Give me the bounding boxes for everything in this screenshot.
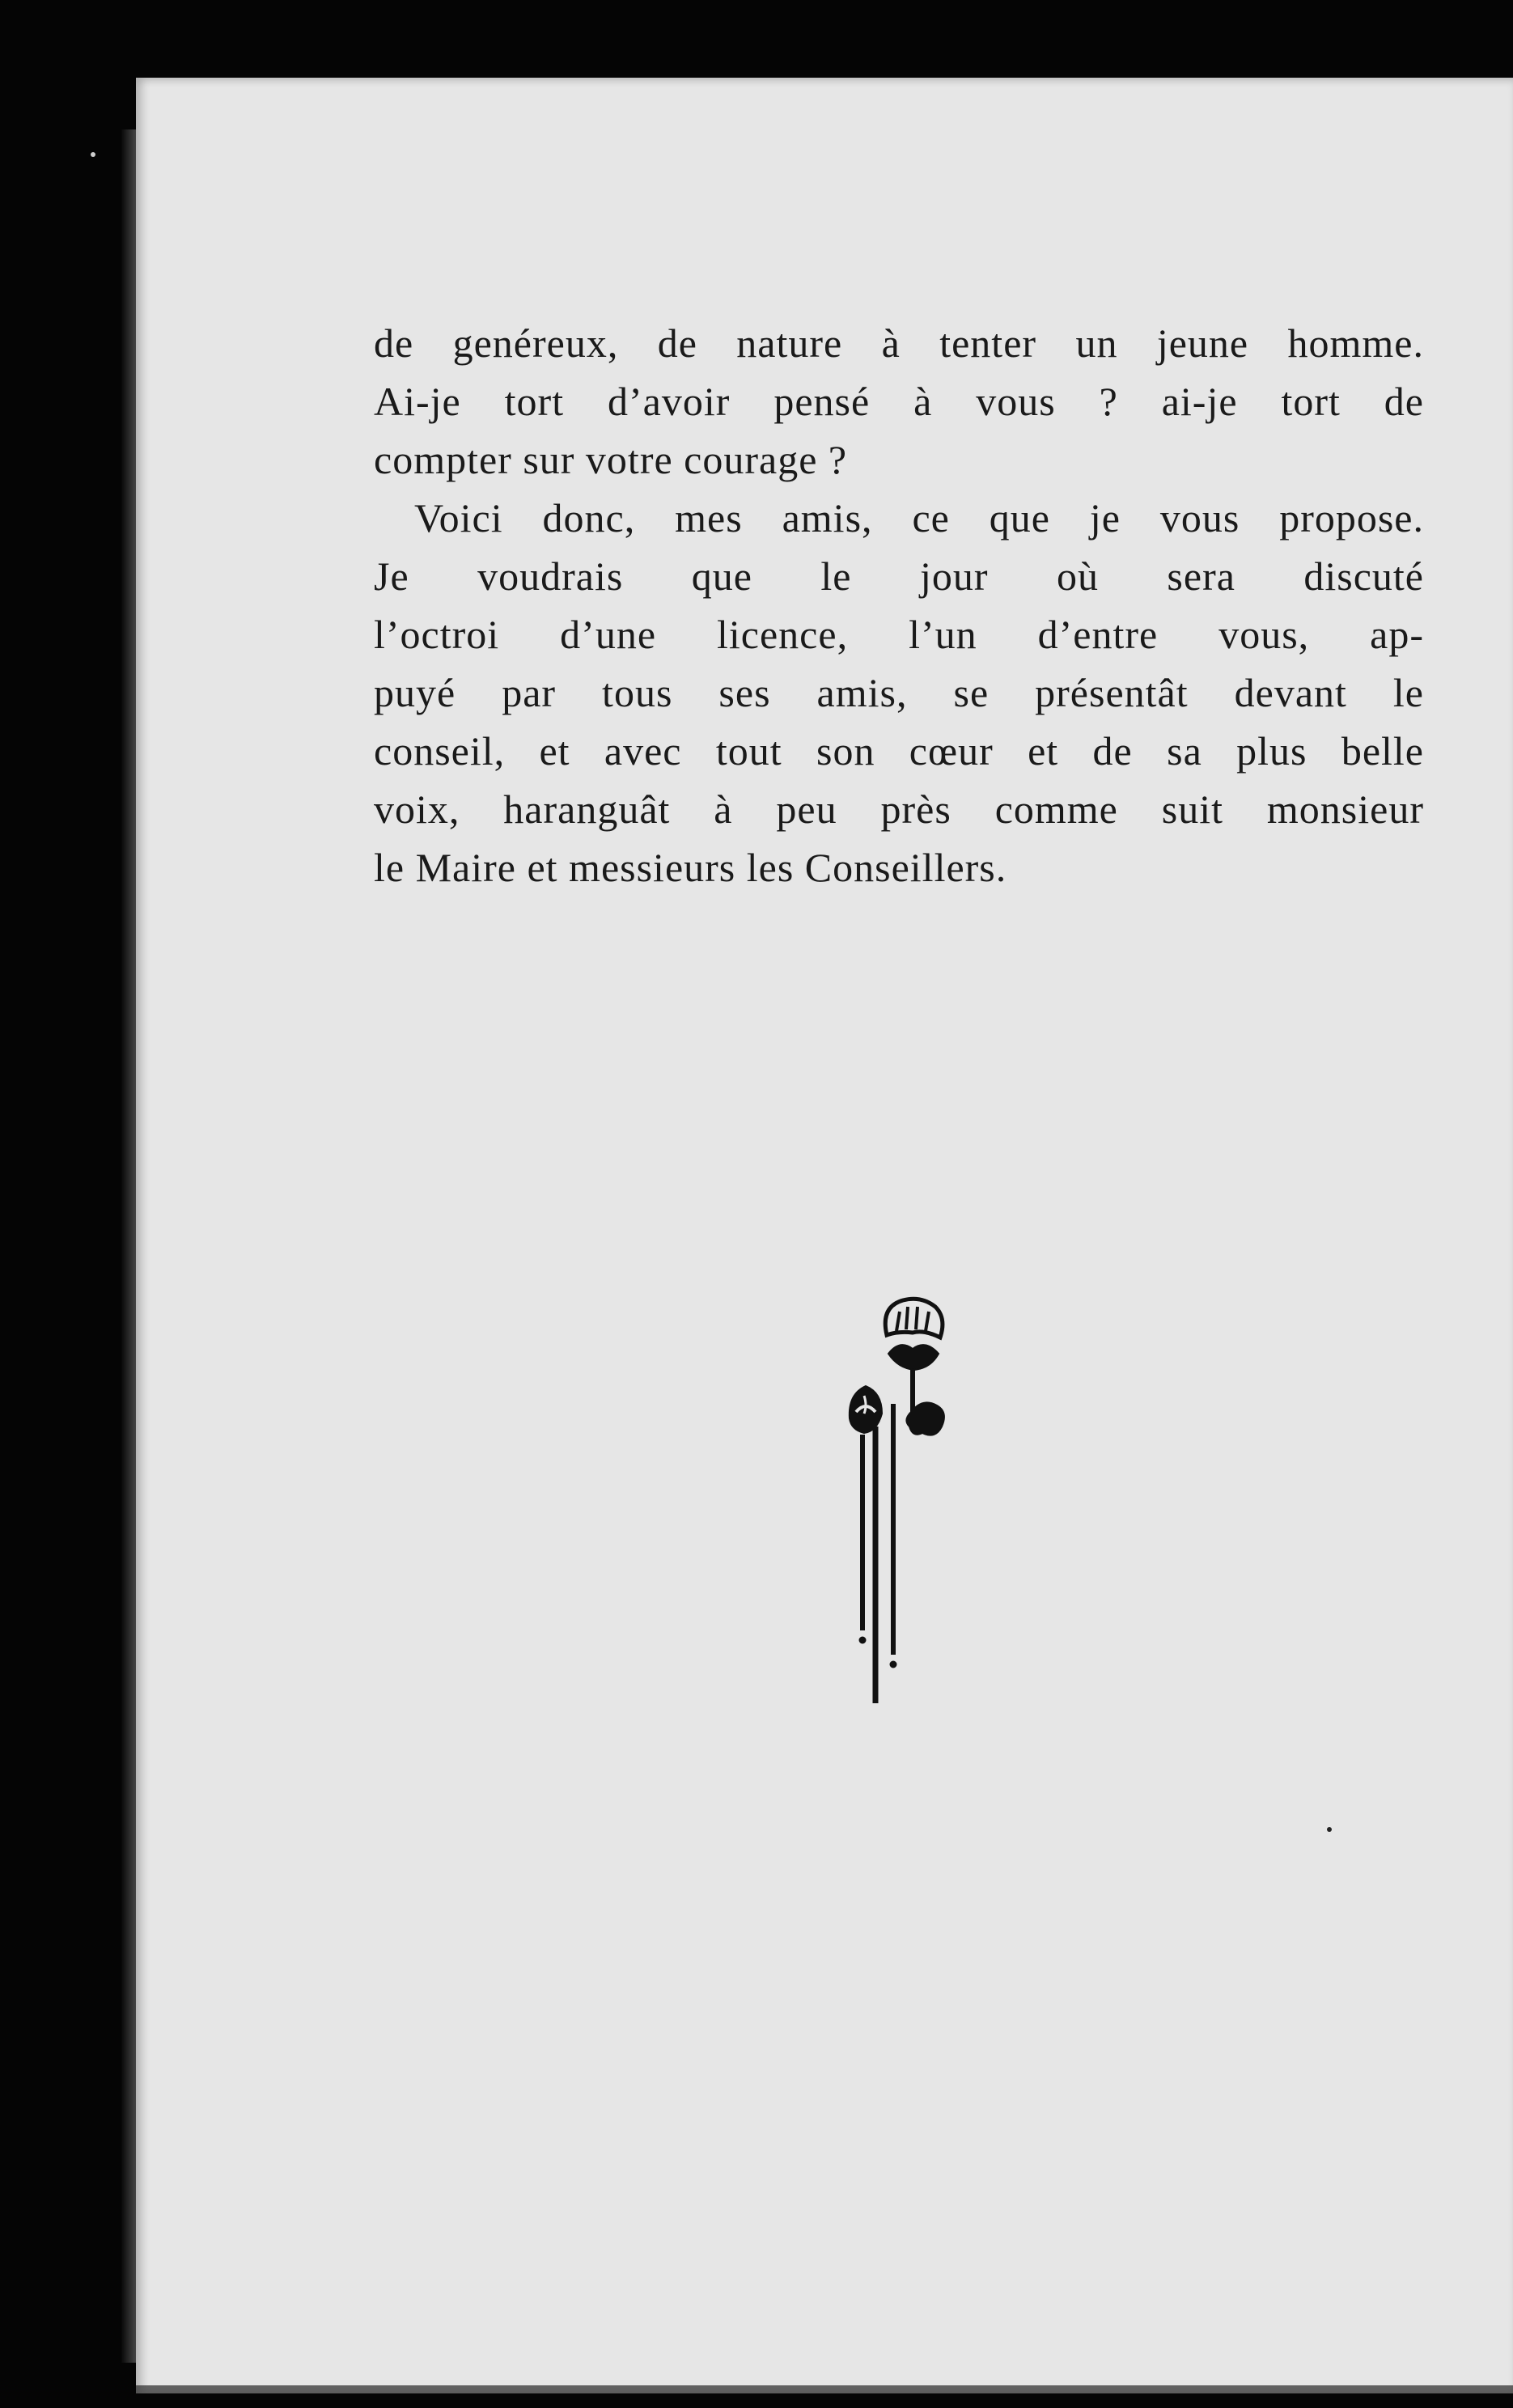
text-line: le Maire et messieurs les Conseillers. bbox=[374, 845, 1007, 890]
text-line: l’octroi d’une licence, l’un d’entre vous, ap- bbox=[374, 612, 1424, 657]
floral-tailpiece-icon bbox=[840, 1291, 969, 1703]
text-line: Je voudrais que le jour où sera discuté bbox=[374, 553, 1424, 599]
page-bottom-edge bbox=[136, 2385, 1513, 2393]
body-text bbox=[374, 314, 1424, 897]
dust-speck bbox=[91, 152, 95, 157]
dust-speck bbox=[1327, 1827, 1332, 1832]
page-binding-edge bbox=[121, 129, 138, 2363]
text-line: compter sur votre courage ? bbox=[374, 437, 848, 482]
text-line: puyé par tous ses amis, se présentât devant le bbox=[374, 670, 1424, 715]
text-line: de genéreux, de nature à tenter un jeune homme. bbox=[374, 320, 1424, 366]
text-line: Voici donc, mes amis, ce que je vous propose. bbox=[414, 495, 1424, 541]
text-line: conseil, et avec tout son cœur et de sa plus belle bbox=[374, 728, 1424, 774]
text-line: Ai-je tort d’avoir pensé à vous ? ai-je tort de bbox=[374, 379, 1424, 424]
text-line: voix, haranguât à peu près comme suit monsieur bbox=[374, 786, 1424, 832]
